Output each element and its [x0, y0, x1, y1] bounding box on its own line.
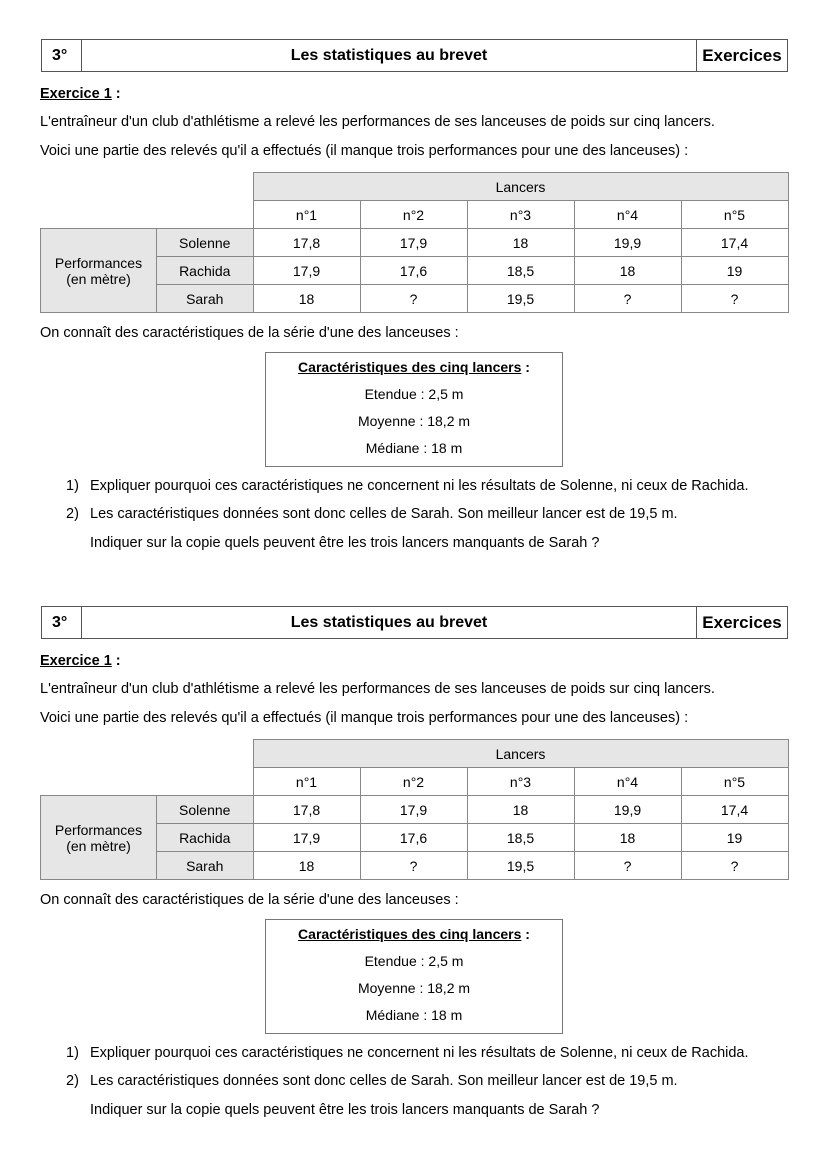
table-cell: 17,6 [360, 824, 467, 852]
table-cell: 18 [467, 229, 574, 257]
kind-label: Exercices [696, 40, 787, 71]
group-header-lancers: Lancers [253, 173, 788, 201]
table-cell: 19,9 [574, 229, 681, 257]
performance-table [40, 172, 789, 313]
known-text: On connaît des caractéristiques de la série d'une des lanceuses : [40, 892, 459, 908]
exercise-block-1 [0, 0, 828, 567]
table-cell: ? [360, 285, 467, 313]
table-cell: ? [681, 852, 788, 880]
table-cell: 17,9 [360, 229, 467, 257]
row-name: Solenne [157, 229, 254, 257]
intro-line-2: Voici une partie des relevés qu'il a effectués (il manque trois performances pour une des lanceuses) : [40, 710, 689, 726]
row-name: Solenne [157, 796, 254, 824]
table-cell: ? [574, 285, 681, 313]
column-header: n°2 [360, 768, 467, 796]
page-title: Les statistiques au brevet [290, 47, 488, 64]
group-header-lancers: Lancers [253, 740, 788, 768]
question-2-continued: Indiquer sur la copie quels peuvent être les trois lancers manquants de Sarah ? [90, 535, 600, 551]
question-2: 2) Les caractéristiques données sont donc celles de Sarah. Son meilleur lancer est de 19,5 m. [66, 506, 678, 522]
question-2: 2) Les caractéristiques données sont donc celles de Sarah. Son meilleur lancer est de 19,5 m. [66, 1073, 678, 1089]
table-cell: ? [681, 285, 788, 313]
exercise-title: Exercice 1 : [40, 86, 121, 102]
exercise-title: Exercice 1 : [40, 653, 121, 669]
characteristics-box [265, 919, 563, 1034]
table-cell: 17,8 [253, 229, 360, 257]
table-cell: 18,5 [467, 824, 574, 852]
level-label: 3° [42, 40, 82, 71]
row-group-label: Performances (en mètre) [41, 229, 157, 313]
table-cell: 18 [253, 852, 360, 880]
etendue-line: Etendue : 2,5 m [364, 386, 464, 402]
table-cell: 17,9 [253, 824, 360, 852]
table-cell: 17,4 [681, 229, 788, 257]
table-cell: 18 [467, 796, 574, 824]
characteristics-box [265, 352, 563, 467]
column-header: n°2 [360, 201, 467, 229]
table-row [41, 229, 789, 257]
table-cell: 19,5 [467, 285, 574, 313]
table-cell: 18 [574, 824, 681, 852]
table-cell: 19,5 [467, 852, 574, 880]
table-cell: 18,5 [467, 257, 574, 285]
column-header: n°3 [467, 201, 574, 229]
table-cell: 18 [574, 257, 681, 285]
table-cell: 17,8 [253, 796, 360, 824]
header-bar [41, 606, 788, 639]
intro-line-1: L'entraîneur d'un club d'athlétisme a relevé les performances de ses lanceuses de poids sur cinq lancers. [40, 114, 715, 130]
table-cell: ? [574, 852, 681, 880]
question-1: 1) Expliquer pourquoi ces caractéristiques ne concernent ni les résultats de Solenne, ni ceux de Rachida. [66, 478, 749, 494]
row-group-label: Performances (en mètre) [41, 796, 157, 880]
moyenne-line: Moyenne : 18,2 m [357, 980, 471, 996]
table-cell: 17,4 [681, 796, 788, 824]
row-name: Sarah [157, 285, 254, 313]
intro-line-2: Voici une partie des relevés qu'il a effectués (il manque trois performances pour une des lanceuses) : [40, 143, 689, 159]
characteristics-title: Caractéristiques des cinq lancers : [298, 359, 530, 375]
table-cell: 17,9 [360, 796, 467, 824]
table-cell: 19,9 [574, 796, 681, 824]
level-label: 3° [42, 607, 82, 638]
column-header: n°1 [253, 201, 360, 229]
column-header: n°4 [574, 768, 681, 796]
header-bar [41, 39, 788, 72]
column-header: n°5 [681, 768, 788, 796]
exercise-block-2 [0, 567, 828, 1134]
performance-table [40, 739, 789, 880]
table-cell: 17,6 [360, 257, 467, 285]
column-header: n°1 [253, 768, 360, 796]
intro-line-1: L'entraîneur d'un club d'athlétisme a relevé les performances de ses lanceuses de poids sur cinq lancers. [40, 681, 715, 697]
column-header: n°4 [574, 201, 681, 229]
column-header: n°3 [467, 768, 574, 796]
row-name: Rachida [157, 257, 254, 285]
question-1: 1) Expliquer pourquoi ces caractéristiques ne concernent ni les résultats de Solenne, ni ceux de Rachida. [66, 1045, 749, 1061]
mediane-line: Médiane : 18 m [365, 1007, 463, 1023]
table-cell: 19 [681, 824, 788, 852]
table-cell: ? [360, 852, 467, 880]
mediane-line: Médiane : 18 m [365, 440, 463, 456]
kind-label: Exercices [696, 607, 787, 638]
table-cell: 17,9 [253, 257, 360, 285]
row-name: Rachida [157, 824, 254, 852]
column-header: n°5 [681, 201, 788, 229]
table-row [41, 796, 789, 824]
moyenne-line: Moyenne : 18,2 m [357, 413, 471, 429]
table-cell: 18 [253, 285, 360, 313]
etendue-line: Etendue : 2,5 m [364, 953, 464, 969]
row-name: Sarah [157, 852, 254, 880]
page-title: Les statistiques au brevet [290, 614, 488, 631]
question-2-continued: Indiquer sur la copie quels peuvent être les trois lancers manquants de Sarah ? [90, 1102, 600, 1118]
table-cell: 19 [681, 257, 788, 285]
characteristics-title: Caractéristiques des cinq lancers : [298, 926, 530, 942]
known-text: On connaît des caractéristiques de la série d'une des lanceuses : [40, 325, 459, 341]
